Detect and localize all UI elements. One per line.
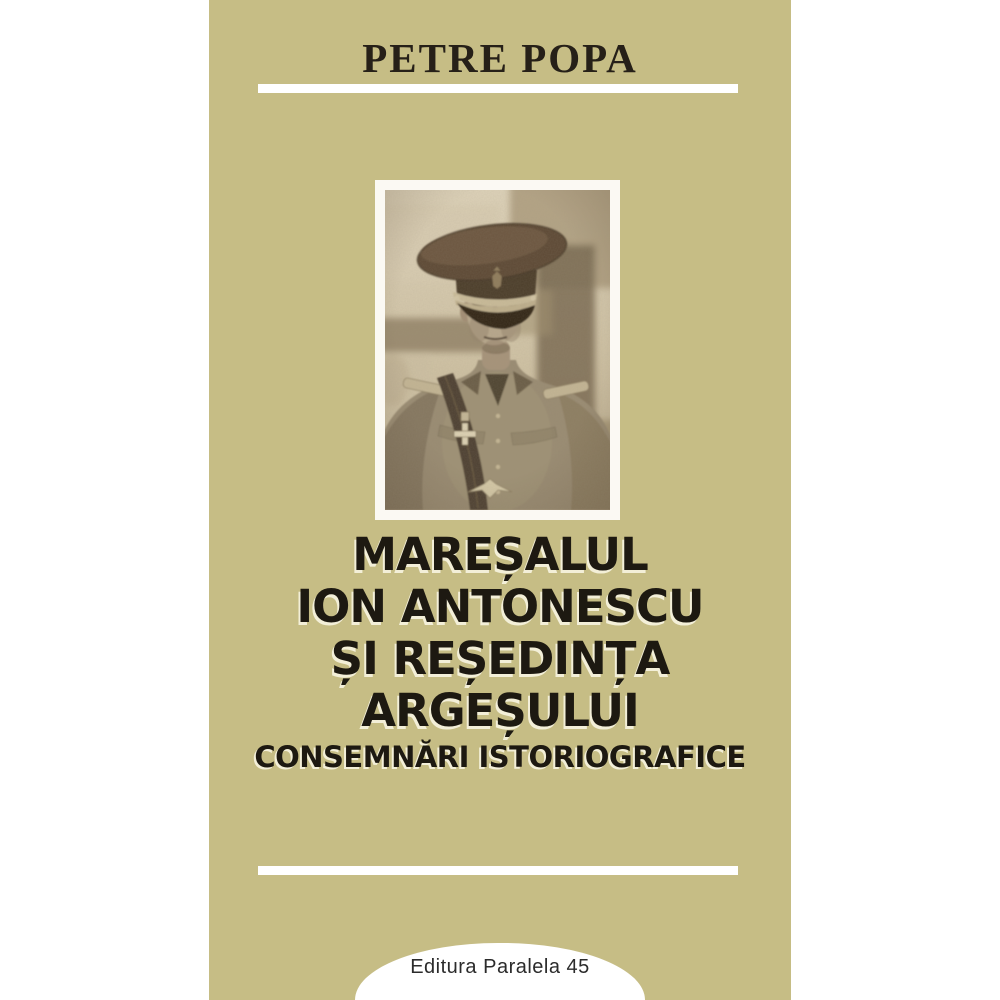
title-line-2: ION ANTONESCU bbox=[296, 580, 704, 633]
title-line-3: ȘI REȘEDINȚA bbox=[330, 632, 670, 685]
publisher-name: Editura Paralela 45 bbox=[410, 956, 590, 978]
title-line-1: MAREȘALUL bbox=[352, 528, 648, 581]
author-name: PETRE POPA bbox=[362, 35, 638, 81]
title-line-4: ARGEȘULUI bbox=[361, 684, 639, 737]
divider-rule-top bbox=[258, 84, 738, 93]
title-block bbox=[209, 529, 791, 777]
book-cover bbox=[209, 0, 791, 1000]
antonescu-portrait-photo bbox=[385, 190, 610, 510]
divider-rule-bottom bbox=[258, 866, 738, 875]
portrait-photo-frame bbox=[375, 180, 620, 520]
subtitle: CONSEMNĂRI ISTORIOGRAFICE bbox=[254, 740, 746, 774]
publisher-badge bbox=[355, 943, 645, 1000]
